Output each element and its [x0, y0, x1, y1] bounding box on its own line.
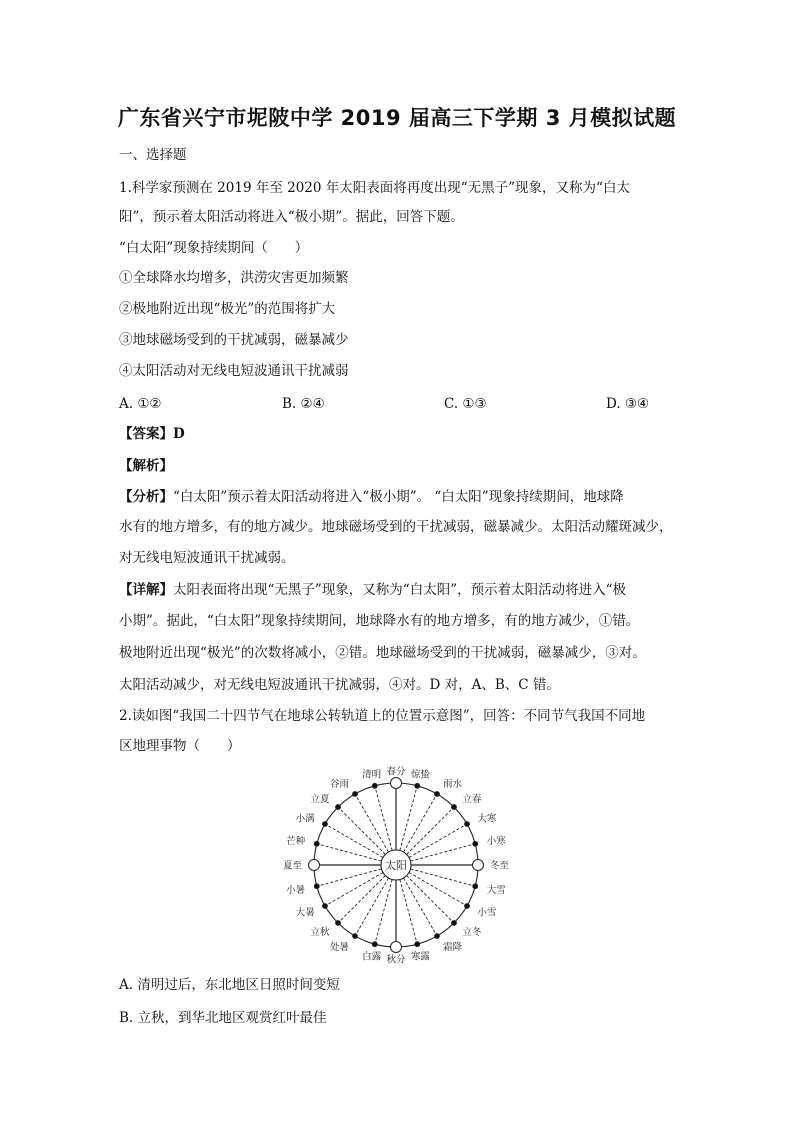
spoke-line: [410, 869, 475, 886]
q1-xiangjie-line-4: 太阳活动减少，对无线电短波通讯干扰减弱，④对。D 对，A、B、C 错。: [119, 677, 560, 693]
solar-terms-diagram: [270, 765, 530, 975]
solar-term-label: 立春: [462, 794, 482, 806]
solar-term-node: [435, 934, 440, 939]
q1-question: “白太阳”现象持续期间（ ）: [119, 240, 309, 256]
solar-term-node: [452, 805, 457, 810]
solar-term-label: 清明: [362, 769, 382, 781]
solar-term-node: [314, 884, 319, 889]
solar-term-label: 立秋: [310, 926, 330, 938]
spoke-line: [404, 878, 438, 936]
equinox-solstice-node: [309, 860, 320, 871]
solar-term-label: 芒种: [286, 836, 306, 848]
solar-term-label: 冬至: [490, 860, 510, 872]
solar-term-label: 夏至: [282, 860, 302, 872]
solar-term-node: [353, 792, 358, 797]
spoke-line: [407, 807, 454, 854]
q1-option-a: A. ①②: [119, 396, 162, 412]
fenxi-tag: 【分析】: [119, 489, 173, 505]
q2-option-a: A. 清明过后，东北地区日照时间变短: [119, 977, 340, 993]
solar-terms-orbit-svg: [270, 765, 530, 975]
spoke-line: [409, 873, 467, 907]
spoke-line: [338, 876, 385, 923]
solar-term-label: 寒露: [410, 951, 430, 963]
solar-term-label: 小寒: [486, 836, 506, 848]
solar-term-label: 白露: [362, 951, 382, 963]
solar-term-label: 立冬: [462, 926, 482, 938]
solar-term-label: 霜降: [443, 941, 463, 953]
q1-analysis-heading: 【解析】: [119, 458, 173, 474]
sun-label: 太阳: [385, 859, 407, 872]
solar-term-label: 小满: [295, 813, 315, 825]
solar-term-node: [336, 805, 341, 810]
solar-term-label: 秋分: [386, 954, 406, 966]
xiangjie-tag: 【详解】: [119, 582, 173, 598]
solar-term-node: [323, 822, 328, 827]
solar-term-label: 大暑: [295, 907, 315, 919]
q1-option-b: B. ②④: [282, 396, 325, 412]
solar-term-label: 小雪: [477, 907, 497, 919]
solar-term-label: 大雪: [486, 884, 506, 896]
q1-xiangjie-line-1: [119, 580, 699, 600]
spoke-line: [400, 879, 417, 944]
solar-term-node: [372, 942, 377, 947]
q1-xiangjie-line-2: 小期”。据此，“白太阳”现象持续期间，地球降水有的地方增多，有的地方减少，①错。: [119, 613, 640, 629]
q1-item-1: ①全球降水均增多，洪涝灾害更加频繁: [119, 270, 349, 286]
document-title: 广东省兴宁市坭陂中学 2019 届高三下学期 3 月模拟试题: [117, 106, 677, 130]
spoke-line: [375, 879, 392, 944]
solar-term-node: [473, 884, 478, 889]
q1-item-4: ④太阳活动对无线电短波通讯干扰减弱: [119, 363, 349, 379]
q1-stem-line-1: 1.科学家预测在 2019 年至 2020 年太阳表面将再度出现“无黑子”现象，又称为“白太: [119, 180, 630, 196]
equinox-solstice-node: [391, 942, 402, 953]
section-heading: 一、选择题: [119, 147, 187, 163]
solar-term-node: [353, 934, 358, 939]
spoke-line: [407, 876, 454, 923]
q2-option-b: B. 立秋，到华北地区观赏红叶最佳: [119, 1010, 327, 1026]
spoke-line: [375, 786, 392, 851]
solar-term-node: [314, 841, 319, 846]
solar-term-node: [336, 921, 341, 926]
solar-term-node: [415, 942, 420, 947]
solar-term-node: [372, 783, 377, 788]
solar-term-label: 处暑: [329, 941, 349, 953]
spoke-line: [400, 786, 417, 851]
spoke-line: [317, 869, 382, 886]
solar-term-label: 雨水: [443, 779, 463, 791]
q1-answer: 【答案】D: [119, 426, 185, 442]
solar-term-label: 大寒: [477, 813, 497, 825]
spoke-line: [409, 824, 467, 858]
q1-stem-line-2: 阳”，预示着太阳活动将进入“极小期”。据此，回答下题。: [119, 209, 464, 225]
solar-term-node: [465, 822, 470, 827]
spoke-line: [338, 807, 385, 854]
solar-term-label: 惊蛰: [410, 769, 430, 781]
spoke-line: [355, 794, 389, 852]
q1-item-3: ③地球磁场受到的干扰减弱，磁暴减少: [119, 332, 349, 348]
q1-fenxi-line-3: 对无线电短波通讯干扰减弱。: [119, 550, 295, 566]
spoke-line: [317, 844, 382, 861]
solar-term-node: [465, 904, 470, 909]
q1-item-2: ②极地附近出现“极光”的范围将扩大: [119, 301, 336, 317]
q1-xiangjie-line-3: 极地附近出现“极光”的次数将减小，②错。地球磁场受到的干扰减弱，磁暴减少，③对。: [119, 645, 646, 661]
q1-fenxi-line-2: 水有的地方增多，有的地方减少。地球磁场受到的干扰减弱，磁暴减少。太阳活动耀斑减少，: [119, 519, 673, 535]
spoke-line: [410, 844, 475, 861]
q1-fenxi-line-1: [119, 487, 699, 507]
spoke-line: [325, 824, 383, 858]
equinox-solstice-node: [391, 778, 402, 789]
q2-stem-line-1: 2.读如图“我国二十四节气在地球公转轨道上的位置示意图”，回答：不同节气我国不同地: [119, 708, 646, 724]
solar-term-label: 立夏: [310, 794, 330, 806]
spoke-line: [355, 878, 389, 936]
equinox-solstice-node: [473, 860, 484, 871]
q1-option-c: C. ①③: [444, 396, 487, 412]
fenxi-text: “白太阳”预示着太阳活动将进入“极小期”。 “白太阳”现象持续期间，地球降: [173, 489, 624, 505]
solar-term-node: [473, 841, 478, 846]
spoke-line: [404, 794, 438, 852]
solar-term-label: 谷雨: [329, 779, 349, 791]
xiangjie-text: 太阳表面将出现“无黑子”现象，又称为“白太阳”，预示着太阳活动将进入“极: [173, 582, 627, 598]
q1-option-d: D. ③④: [606, 396, 650, 412]
solar-term-node: [435, 792, 440, 797]
solar-term-node: [452, 921, 457, 926]
solar-term-node: [415, 783, 420, 788]
spoke-line: [325, 873, 383, 907]
solar-term-label: 小暑: [286, 884, 306, 896]
solar-term-label: 春分: [386, 766, 406, 778]
solar-term-node: [323, 904, 328, 909]
q2-stem-line-2: 区地理事物（ ）: [119, 738, 241, 754]
